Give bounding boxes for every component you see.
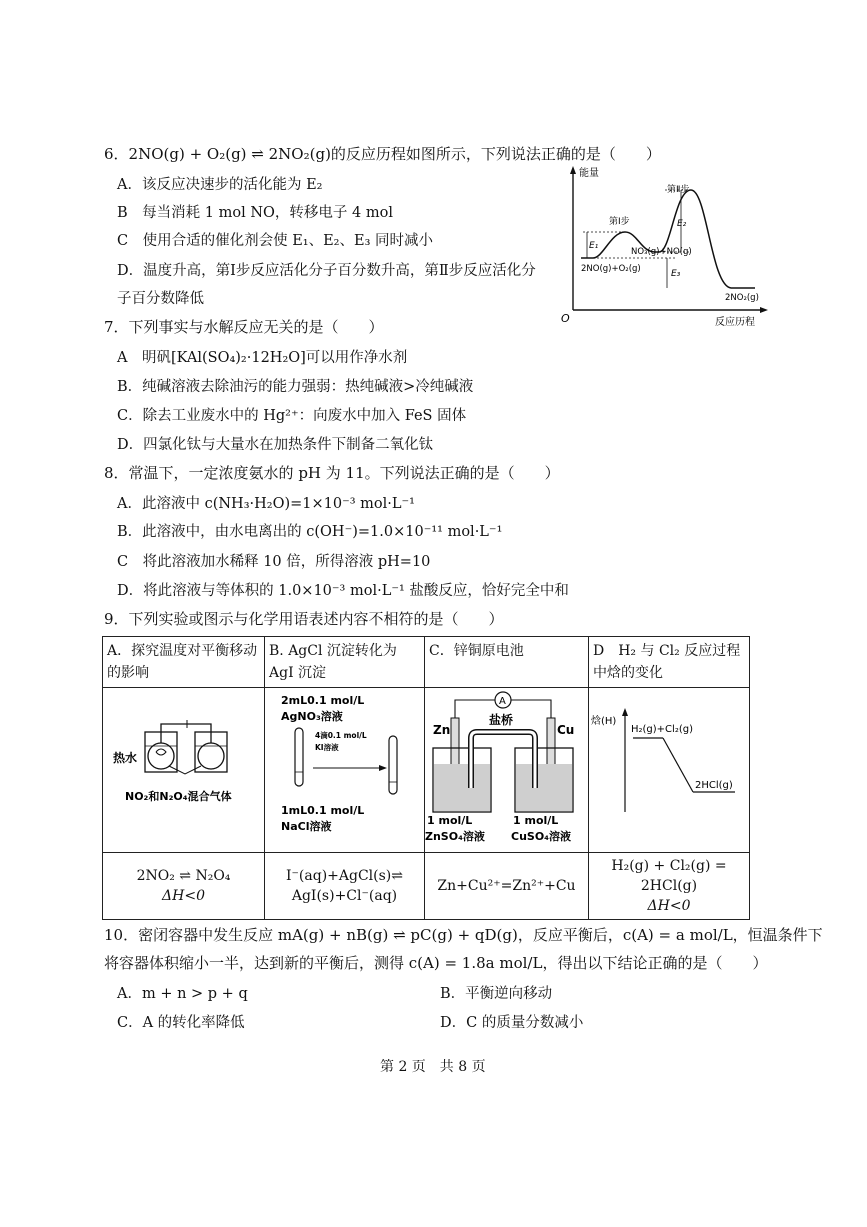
gas-mixture-label: NO₂和N₂O₄混合气体	[125, 790, 232, 803]
svg-text:NaCl溶液: NaCl溶液	[281, 820, 332, 833]
q8-option-b: B．此溶液中，由水电离出的 c(OH⁻)=1.0×10⁻¹¹ mol·L⁻¹	[117, 524, 503, 540]
q6-option-c: C 使用合适的催化剂会使 E₁、E₂、E₃ 同时减小	[117, 233, 434, 249]
svg-text:H₂(g)+Cl₂(g): H₂(g)+Cl₂(g)	[631, 724, 693, 735]
q9-table	[102, 636, 750, 920]
svg-text:ZnSO₄溶液: ZnSO₄溶液	[425, 830, 485, 843]
q9-equation-b: I⁻(aq)+AgCl(s)⇌ AgI(s)+Cl⁻(aq)	[265, 853, 425, 920]
e3-label: E₃	[671, 269, 681, 279]
q9-equation-c: Zn+Cu²⁺=Zn²⁺+Cu	[425, 853, 589, 920]
svg-text:2mL0.1 mol/L: 2mL0.1 mol/L	[281, 694, 365, 707]
svg-text:1 mol/L: 1 mol/L	[427, 814, 473, 827]
q6-option-b: B 每当消耗 1 mol NO，转移电子 4 mol	[117, 205, 393, 221]
step1-label: 第Ⅰ步	[609, 217, 630, 227]
q10-stem-line1: 10．密闭容器中发生反应 mA(g) + nB(g) ⇌ pC(g) + qD(g)，反应平衡后，c(A) = a mol/L，恒温条件下	[104, 926, 823, 944]
svg-text:CuSO₄溶液: CuSO₄溶液	[511, 830, 571, 843]
reactants-label: 2NO(g)+O₂(g)	[581, 264, 641, 274]
q9-equation-a: 2NO₂ ⇌ N₂O₄ ΔH<0	[103, 853, 265, 920]
q6-energy-diagram	[555, 160, 770, 330]
q7-option-a: A 明矾[KAl(SO₄)₂·12H₂O]可以用作净水剂	[117, 350, 408, 366]
e2-label: E₂	[677, 219, 687, 229]
origin-label: O	[561, 312, 570, 325]
hot-water-label: 热水	[113, 751, 138, 765]
x-axis-label: 反应历程	[715, 317, 755, 328]
q9-stem: 9．下列实验或图示与化学用语表述内容不相符的是（ ）	[104, 610, 504, 628]
q8-stem: 8．常温下，一定浓度氨水的 pH 为 11。下列说法正确的是（ ）	[104, 464, 560, 482]
q8-option-a: A．此溶液中 c(NH₃·H₂O)=1×10⁻³ mol·L⁻¹	[117, 496, 415, 512]
svg-text:盐桥: 盐桥	[489, 713, 514, 727]
svg-text:焓(H): 焓(H)	[591, 716, 617, 727]
q6-stem: 6．2NO(g) + O₂(g) ⇌ 2NO₂(g)的反应历程如图所示，下列说法正确的是（ ）	[104, 145, 661, 163]
q9-caption-c: C．锌铜原电池	[425, 637, 589, 688]
svg-text:A: A	[499, 696, 506, 707]
q7-option-c: C．除去工业废水中的 Hg²⁺：向废水中加入 FeS 固体	[117, 408, 467, 424]
q7-option-d: D．四氯化钛与大量水在加热条件下制备二氧化钛	[117, 437, 434, 453]
q6-option-d-line2: 子百分数降低	[117, 291, 204, 307]
svg-text:Cu: Cu	[557, 723, 575, 737]
svg-text:4滴0.1 mol/L: 4滴0.1 mol/L	[315, 731, 367, 740]
q9-figure-c	[425, 688, 589, 853]
e1-label: E₁	[589, 241, 599, 251]
page-footer: 第 2 页 共 8 页	[380, 1059, 486, 1075]
q9-equation-d: H₂(g) + Cl₂(g) = 2HCl(g) ΔH<0	[589, 853, 750, 920]
q9-figure-a	[103, 688, 265, 853]
q7-stem: 7．下列事实与水解反应无关的是（ ）	[104, 318, 384, 336]
q10-option-c: C．A 的转化率降低	[117, 1015, 245, 1031]
q8-option-c: C 将此溶液加水稀释 10 倍，所得溶液 pH=10	[117, 554, 431, 570]
step2-label: 第Ⅱ步	[667, 185, 690, 195]
q9-figure-b	[265, 688, 425, 853]
q10-option-a: A．m + n > p + q	[117, 986, 248, 1002]
q6-option-d-line1: D．温度升高，第Ⅰ步反应活化分子百分数升高，第Ⅱ步反应活化分	[117, 263, 536, 279]
q8-option-d: D．将此溶液与等体积的 1.0×10⁻³ mol·L⁻¹ 盐酸反应，恰好完全中和	[117, 583, 569, 599]
q10-option-d: D．C 的质量分数减小	[440, 1015, 584, 1031]
svg-text:1 mol/L: 1 mol/L	[513, 814, 559, 827]
svg-text:KI溶液: KI溶液	[315, 743, 339, 752]
q9-figure-d	[589, 688, 750, 853]
product-label: 2NO₂(g)	[725, 293, 759, 303]
svg-text:2HCl(g): 2HCl(g)	[695, 780, 733, 791]
q7-option-b: B．纯碱溶液去除油污的能力强弱：热纯碱液>冷纯碱液	[117, 379, 474, 395]
q9-caption-b: B. AgCl 沉淀转化为 AgI 沉淀	[265, 637, 425, 688]
q9-caption-a: A．探究温度对平衡移动的影响	[103, 637, 265, 688]
q6-option-a: A．该反应决速步的活化能为 E₂	[117, 177, 323, 193]
q10-option-b: B．平衡逆向移动	[440, 986, 553, 1002]
svg-text:Zn: Zn	[433, 723, 451, 737]
y-axis-label: 能量	[579, 168, 599, 179]
svg-text:1mL0.1 mol/L: 1mL0.1 mol/L	[281, 804, 365, 817]
intermediate-label: NO₃(g)+NO(g)	[631, 247, 692, 257]
q9-caption-d: D H₂ 与 Cl₂ 反应过程中焓的变化	[589, 637, 750, 688]
q10-stem-line2: 将容器体积缩小一半，达到新的平衡后，测得 c(A) = 1.8a mol/L，得出以下结论正确的是（ ）	[104, 954, 768, 972]
svg-text:AgNO₃溶液: AgNO₃溶液	[281, 710, 343, 723]
